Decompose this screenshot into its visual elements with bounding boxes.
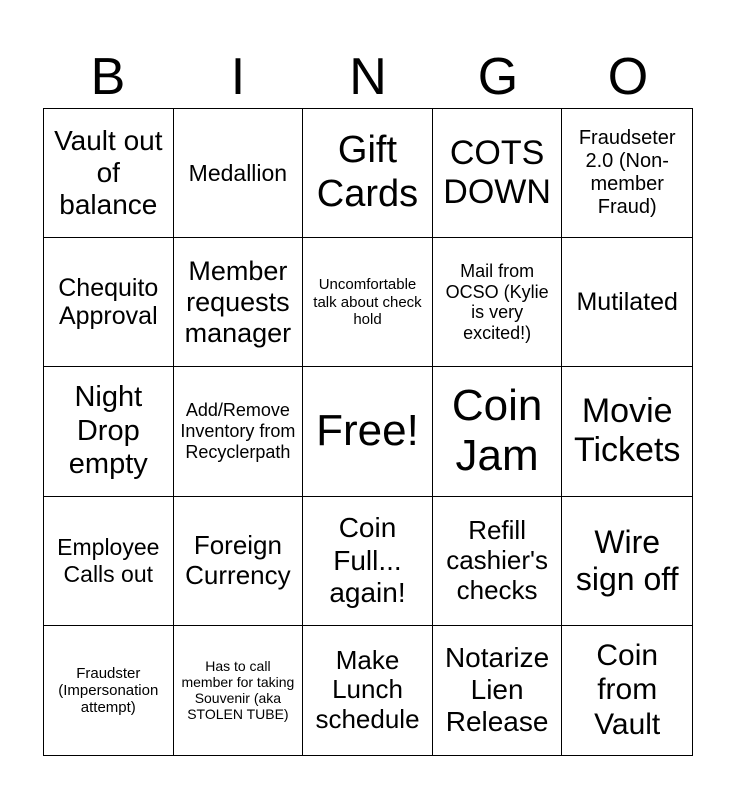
bingo-cell[interactable]	[433, 238, 563, 367]
bingo-cell-text: Night Drop empty	[68, 381, 148, 481]
bingo-cell-text: Employee Calls out	[57, 534, 160, 587]
bingo-cell-text: COTS DOWN	[443, 134, 551, 212]
bingo-cell-text: Wire sign off	[575, 523, 679, 597]
bingo-cell-text: Coin from Vault	[594, 638, 661, 741]
bingo-cell-text: Coin Full... again!	[329, 512, 406, 608]
bingo-cell-text: Medallion	[188, 159, 288, 186]
bingo-cell[interactable]	[174, 109, 304, 238]
header-letter-o: O	[607, 48, 649, 106]
bingo-cell-text: Notarize Lien Release	[444, 642, 550, 738]
bingo-cell-text: Uncomfortable talk about check hold	[313, 276, 422, 328]
bingo-cell-text: Gift Cards	[316, 129, 419, 216]
bingo-cell[interactable]	[174, 367, 304, 496]
header-letter-g: G	[477, 48, 519, 106]
bingo-cell-text: Movie Tickets	[573, 392, 681, 470]
bingo-cell[interactable]	[303, 626, 433, 755]
bingo-cell-text: Chequito Approval	[58, 273, 159, 331]
bingo-cell-text: Mutilated	[576, 287, 678, 316]
bingo-cell[interactable]	[174, 626, 304, 755]
header-letter-n: N	[349, 48, 387, 106]
bingo-cell-text: Free!	[316, 406, 419, 456]
bingo-cell[interactable]	[44, 238, 174, 367]
bingo-cell[interactable]	[44, 626, 174, 755]
bingo-cell[interactable]	[303, 497, 433, 626]
bingo-board	[43, 108, 693, 756]
bingo-cell[interactable]	[44, 367, 174, 496]
bingo-cell[interactable]	[433, 626, 563, 755]
bingo-header	[43, 46, 693, 108]
header-letter-b: B	[90, 48, 126, 106]
bingo-cell[interactable]	[562, 238, 692, 367]
bingo-cell-text: Vault out of balance	[54, 124, 163, 221]
bingo-cell-text: Has to call member for taking Souvenir (aka STOLEN TUBE)	[181, 658, 295, 723]
bingo-cell[interactable]	[174, 497, 304, 626]
bingo-cell[interactable]	[562, 109, 692, 238]
bingo-cell-text: Member requests manager	[184, 255, 292, 348]
bingo-cell[interactable]	[303, 109, 433, 238]
bingo-cell-text: Mail from OCSO (Kylie is very excited!)	[445, 260, 549, 343]
bingo-cell-text: Fraudseter 2.0 (Non-member Fraud)	[578, 127, 676, 219]
bingo-cell-text: Fraudster (Impersonation attempt)	[58, 664, 159, 717]
bingo-cell-text: Coin Jam	[451, 380, 543, 481]
bingo-cell[interactable]	[44, 109, 174, 238]
bingo-cell-text: Make Lunch schedule	[315, 644, 420, 735]
bingo-cell[interactable]	[433, 367, 563, 496]
bingo-cell[interactable]	[562, 626, 692, 755]
bingo-cell-text: Refill cashier's checks	[446, 514, 548, 605]
bingo-cell[interactable]	[44, 497, 174, 626]
bingo-cell[interactable]	[562, 497, 692, 626]
bingo-cell[interactable]	[433, 109, 563, 238]
bingo-cell-text: Foreign Currency	[185, 529, 291, 590]
bingo-cell[interactable]	[433, 497, 563, 626]
bingo-cell[interactable]	[303, 367, 433, 496]
bingo-cell[interactable]	[303, 238, 433, 367]
bingo-cell-text: Add/Remove Inventory from Recyclerpath	[180, 400, 296, 462]
bingo-cell[interactable]	[562, 367, 692, 496]
bingo-cell[interactable]	[174, 238, 304, 367]
header-letter-i: I	[230, 48, 246, 106]
